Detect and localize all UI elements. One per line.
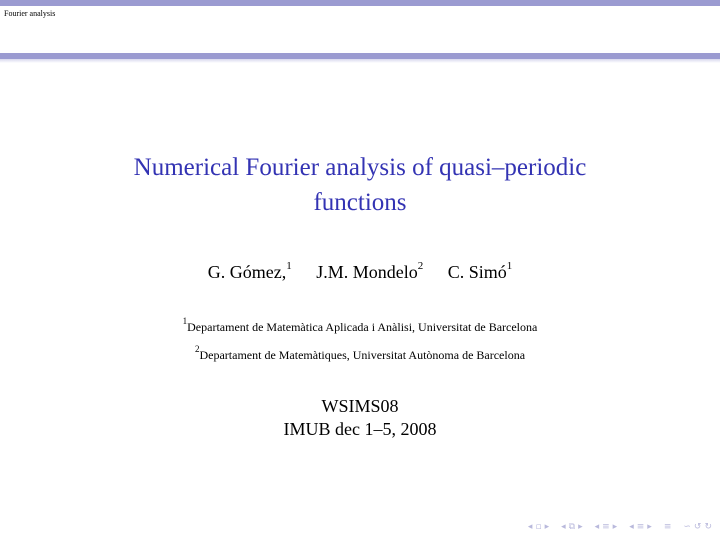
author-name: C. Simó (447, 262, 507, 282)
event-place-date: IMUB dec 1–5, 2008 (283, 419, 437, 439)
nav-section-icon[interactable]: ≡ (602, 522, 610, 532)
nav-forward-icon[interactable]: ↻ (704, 522, 712, 532)
slide-title-line-2: functions (313, 189, 407, 216)
nav-left-arrow-icon[interactable]: ◂ (527, 522, 533, 532)
affiliation-sup: 2 (194, 344, 200, 354)
slide-title-line-1: Numerical Fourier analysis of quasi–periodic (133, 154, 587, 181)
affiliation-2 (0, 346, 720, 363)
nav-document-icon[interactable]: ≡ (636, 522, 645, 532)
author-mondelo (316, 262, 423, 283)
affiliation-text: Departament de Matemàtiques, Universitat Autònoma de Barcelona (199, 348, 526, 362)
nav-left-arrow-icon[interactable]: ◂ (561, 522, 566, 532)
event-name: WSIMS08 (321, 396, 399, 416)
header-title: Fourier analysis (4, 9, 56, 18)
nav-subsection-icon[interactable]: ⧉ (568, 522, 576, 532)
beamer-navigation (528, 522, 712, 532)
nav-right-arrow-icon[interactable]: ▸ (544, 522, 550, 532)
author-name: G. Gómez, (207, 262, 287, 282)
affiliation-sup: 1 (182, 316, 188, 326)
nav-back-icon[interactable]: ↺ (693, 522, 702, 532)
event-info (0, 395, 720, 441)
author-name: J.M. Mondelo (316, 262, 418, 282)
header-shadow (0, 59, 720, 63)
nav-right-arrow-icon[interactable]: ▸ (612, 522, 618, 532)
nav-search-icon[interactable]: ∽ (683, 522, 691, 532)
nav-frame-icon[interactable]: ▫ (535, 522, 542, 532)
author-sup: 1 (286, 260, 292, 272)
slide-title (0, 150, 720, 220)
author-sup: 1 (506, 260, 513, 272)
author-sup: 2 (417, 260, 424, 272)
authors (0, 262, 720, 283)
nav-right-arrow-icon[interactable]: ▸ (578, 522, 583, 532)
author-gomez (208, 262, 292, 283)
nav-left-arrow-icon[interactable]: ◂ (594, 522, 600, 532)
top-rule (0, 0, 720, 6)
nav-left-arrow-icon[interactable]: ◂ (629, 522, 634, 532)
affiliation-text: Departament de Matemàtica Aplicada i Anàlisi, Universitat de Barcelona (187, 320, 538, 334)
affiliation-1 (0, 318, 720, 335)
nav-right-arrow-icon[interactable]: ▸ (647, 522, 652, 532)
author-simo (448, 262, 513, 283)
nav-appendix-icon[interactable]: ≡ (663, 522, 672, 532)
